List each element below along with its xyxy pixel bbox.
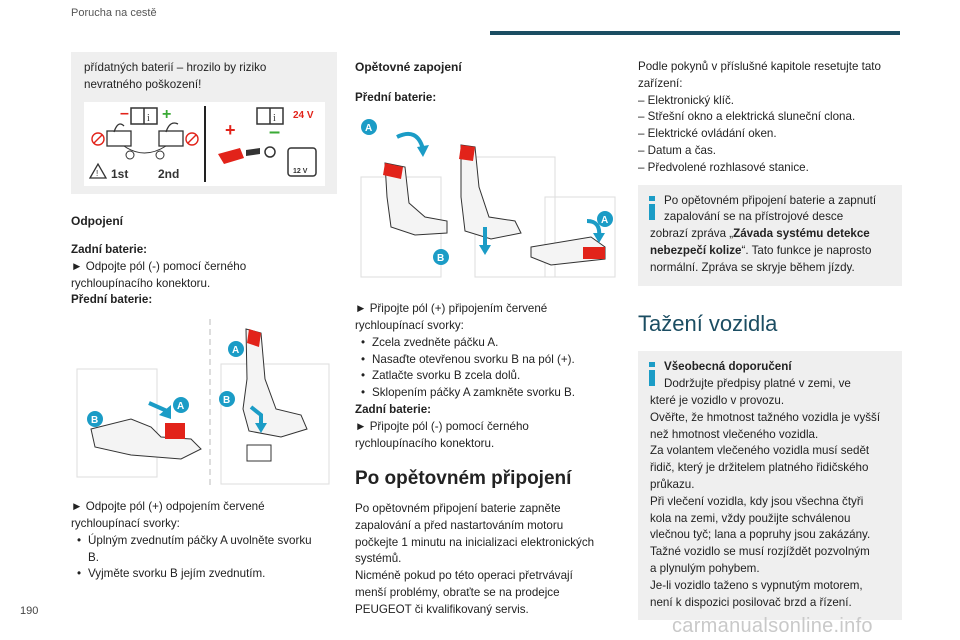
list-item: – Datum a čas. bbox=[638, 143, 716, 157]
fig-label-first: 1st bbox=[111, 166, 129, 181]
odpojeni-title: Odpojení bbox=[71, 213, 123, 228]
svg-text:–: – bbox=[120, 104, 129, 122]
svg-text:A: A bbox=[177, 401, 185, 413]
intro-line: zařízení: bbox=[638, 76, 683, 90]
front-battery-label: Přední baterie: bbox=[355, 91, 437, 105]
front-battery-label: Přední baterie: bbox=[71, 293, 153, 307]
list-item: – Elektronický klíč. bbox=[638, 93, 734, 107]
list-item: • Sklopením páčky A zamkněte svorku B. bbox=[355, 385, 617, 402]
svg-text:–: – bbox=[269, 120, 281, 143]
svg-text:!: ! bbox=[96, 168, 99, 178]
list-item: • Vyjměte svorku B jejím zvednutím. bbox=[71, 566, 337, 583]
warning-line: nevratného poškození! bbox=[84, 77, 202, 91]
list-item: • Zcela zvedněte páčku A. bbox=[355, 335, 617, 352]
connect-line: rychloupínací svorky: bbox=[355, 318, 464, 332]
after-reconnect-title: Po opětovném připojení bbox=[355, 468, 572, 490]
reconnect-title: Opětovné zapojení bbox=[355, 60, 462, 74]
connect-line: Připojte pól (+) připojením červené bbox=[369, 302, 548, 316]
warning-box bbox=[71, 52, 337, 194]
info-icon bbox=[649, 196, 655, 219]
svg-text:+: + bbox=[225, 119, 236, 140]
svg-text:B: B bbox=[223, 395, 231, 407]
list-item: – Střešní okno a elektrická sluneční clona. bbox=[638, 110, 856, 124]
rear-battery-label: Zadní baterie: bbox=[71, 242, 148, 256]
disconnect-line: rychloupínací svorky: bbox=[71, 516, 180, 530]
page-number: 190 bbox=[20, 605, 39, 617]
rear-line: Odpojte pól (-) pomocí černého bbox=[85, 259, 247, 273]
list-item: • Nasaďte otevřenou svorku B na pól (+). bbox=[355, 352, 617, 369]
list-item: • Úplným zvednutím páčky A uvolněte svorku B. bbox=[71, 533, 337, 567]
rear-line: rychloupínacího konektoru. bbox=[355, 436, 495, 450]
svg-text:i: i bbox=[273, 112, 276, 124]
column-3 bbox=[638, 52, 902, 620]
section-header: Porucha na cestě bbox=[71, 7, 157, 19]
svg-text:A: A bbox=[601, 215, 609, 227]
list-item: – Elektrické ovládání oken. bbox=[638, 127, 777, 141]
intro-line: Podle pokynů v příslušné kapitole resetujte tato bbox=[638, 60, 881, 73]
fig-label-second: 2nd bbox=[158, 166, 180, 181]
info-box-towing: Všeobecná doporučení Dodržujte předpisy platné v zemi, ve které je vozidlo v provozu. Ověřte, že hmotnost tažného vozidla je vyšší než hmotnost vlečeného vozidla. Za volantem vlečeného vozidla musí sedět řidič, který je držitelem platného řidičského průkazu. Při vlečení vozidla, kdy jsou všechna čtyři kola na zemi, vždy použijte schválenou vlečnou tyč; lana a popruhy jsou zakázány. Tažné vozidlo se musí rozjíždět pozvolným a plynulým pohybem. Je-li vozidlo taženo s vypnutým motorem, není k dispozici posilovač brzd a řízení. bbox=[638, 351, 902, 620]
svg-text:A: A bbox=[365, 123, 373, 135]
fig-label-24v: 24 V bbox=[293, 109, 314, 121]
rear-battery-label: Zadní baterie: bbox=[355, 402, 432, 416]
svg-text:B: B bbox=[437, 253, 445, 265]
list-item: • Zatlačte svorku B zcela dolů. bbox=[355, 368, 617, 385]
fig-label-12v: 12 V bbox=[293, 167, 308, 175]
column-1: přídatných baterií – hrozilo by riziko nevratného poškození! i – + ! 1st 2nd i 24 V + – 12 V Odpojení Zadní baterie: ► Odpojte pól (-) pomocí černého rychloupínacího konektoru. Přední baterie: A B A B ► Odpojte pól (+) odpojením červené rychloupínací svorky: • Úplným zvednutím páčky A uvolněte svorku B. • Vyjměte svorku B jejím zvednutím. bbox=[71, 52, 337, 583]
disconnect-line: Odpojte pól (+) odpojením červené bbox=[85, 500, 265, 514]
info-box-collision: Po opětovném připojení baterie a zapnutí zapalování se na přístrojové desce zobrazí zpráva „Závada systému detekce nebezpečí kolize“. Tato funkce je naprosto normální. Zpráva se skryje během jízdy. bbox=[638, 185, 902, 286]
clamp-reconnect-figure bbox=[355, 117, 617, 287]
rear-line: rychloupínacího konektoru. bbox=[71, 276, 211, 290]
battery-warning-figure bbox=[84, 102, 325, 186]
info-icon bbox=[649, 362, 655, 385]
towing-title: Tažení vozidla bbox=[638, 310, 778, 336]
svg-text:i: i bbox=[147, 112, 150, 124]
rear-line: Připojte pól (-) pomocí černého bbox=[369, 419, 529, 433]
after-reconnect-text: Po opětovném připojení baterie zapněte zapalování a před nastartováním motoru počkejte 1 minutu na inicializaci elektronických systémů. Nicméně pokud po této operaci přetrvávají menší problémy, obraťte se na prodejce PEUGEOT či kvalifikovaný servis. bbox=[355, 501, 595, 616]
watermark: carmanualsonline.info bbox=[672, 615, 873, 637]
warning-line: přídatných baterií – hrozilo by riziko bbox=[84, 61, 267, 74]
info-title: Všeobecná doporučení bbox=[664, 360, 792, 374]
header-bar bbox=[490, 31, 900, 35]
column-2: Opětovné zapojení Přední baterie: A B A ► Připojte pól (+) připojením červené rychloupínací svorky: • Zcela zvedněte páčku A. • Nasaďte otevřenou svorku B na pól (+). • Zatlačte svorku B zcela dolů. • Sklopením páčky A zamkněte svorku B. Zadní baterie: ► Připojte pól (-) pomocí černého rychloupínacího konektoru. Po opětovném připojení Po opětovném připojení baterie zapněte zapalování a před nastartováním motoru počkejte 1 minutu na inicializaci elektronických systémů. Nicméně pokud po této operaci přetrvávají menší problémy, obraťte se na prodejce PEUGEOT či kvalifikovaný servis. bbox=[355, 52, 617, 618]
list-item: – Předvolené rozhlasové stanice. bbox=[638, 160, 809, 174]
svg-text:A: A bbox=[232, 345, 240, 357]
svg-text:+: + bbox=[162, 105, 172, 123]
clamp-disconnect-figure bbox=[71, 319, 337, 489]
svg-text:B: B bbox=[91, 415, 99, 427]
